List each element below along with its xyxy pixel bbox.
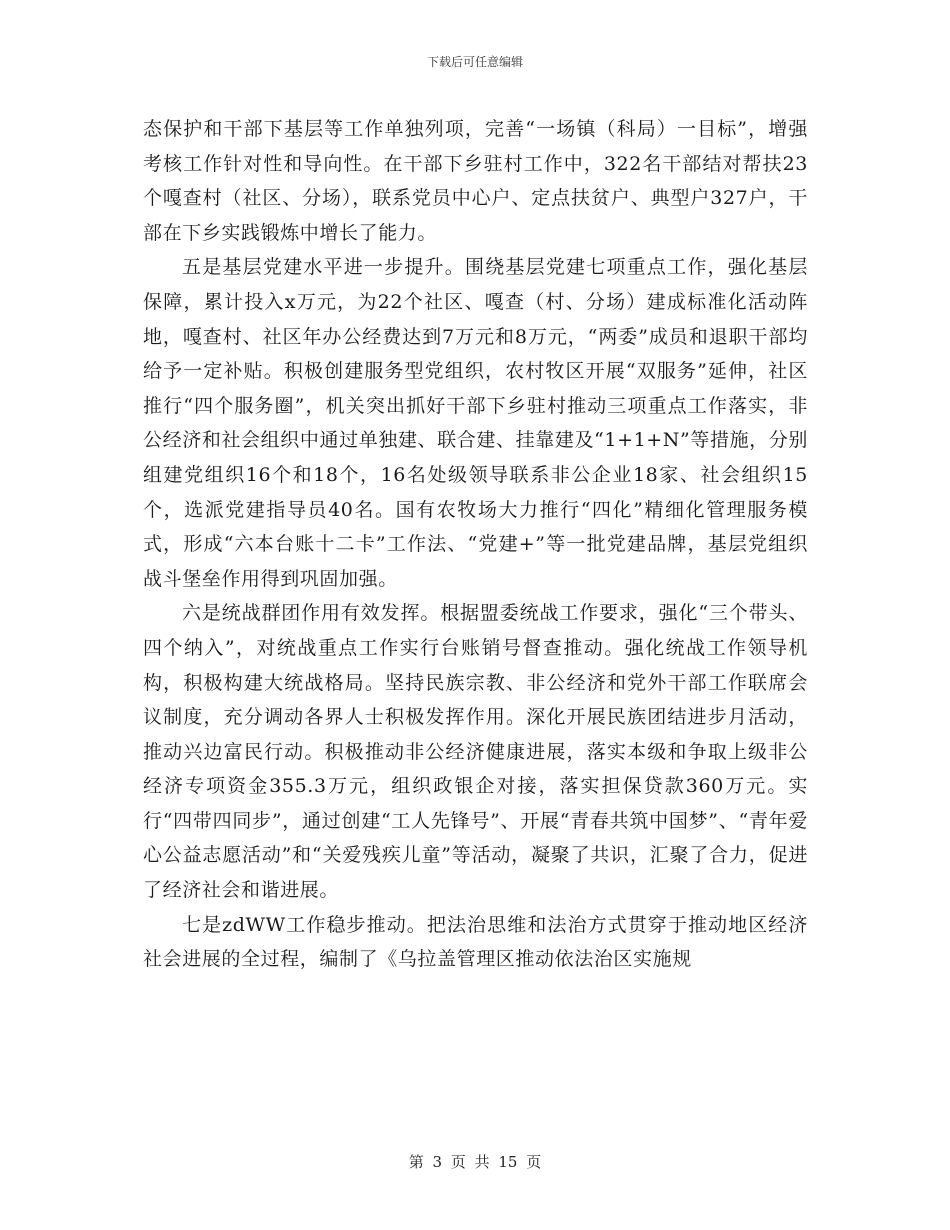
body-text — [143, 112, 808, 977]
page-header: 下载后可任意编辑 — [426, 55, 523, 69]
paragraph-rule-of-law: 七是zdWW工作稳步推动。把法治思维和法治方式贯穿于推动地区经济社会进展的全过程，编制了《乌拉盖管理区推动依法治区实施规 — [143, 913, 808, 971]
page-footer: 第 3 页 共 15 页 — [408, 1153, 542, 1171]
paragraph-party-building: 五是基层党建水平进一步提升。围绕基层党建七项重点工作，强化基层保障，累计投入x万元，为22个社区、嘎查（村、分场）建成标准化活动阵地，嘎查村、社区年办公经费达到7万元和8万元，“两委”成员和退职干部均给予一定补贴。积极创建服务型党组织，农村牧区开展“双服务”延伸，社区推行“四个服务圈”，机关突出抓好干部下乡驻村推动三项重点工作落实，非公经济和社会组织中通过单独建、联合建、挂靠建及“1+1+N”等措施，分别组建党组织16个和18个，16名处级领导联系非公企业18家、社会组织15个，选派党建指导员40名。国有农牧场大力推行“四化”精细化管理服务模式，形成“六本台账十二卡”工作法、“党建+”等一批党建品牌，基层党组织战斗堡垒作用得到巩固加强。 — [143, 256, 808, 590]
paragraph-continuation: 态保护和干部下基层等工作单独列项，完善“一场镇（科局）一目标”，增强考核工作针对性和导向性。在干部下乡驻村工作中，322名干部结对帮扶23个嘎查村（社区、分场），联系党员中心户、定点扶贫户、典型户327户，干部在下乡实践锻炼中增长了能力。 — [143, 118, 808, 244]
paragraph-united-front: 六是统战群团作用有效发挥。根据盟委统战工作要求，强化“三个带头、四个纳入”，对统战重点工作实行台账销号督查推动。强化统战工作领导机构，积极构建大统战格局。坚持民族宗教、非公经济和党外干部工作联席会议制度，充分调动各界人士积极发挥作用。深化开展民族团结进步月活动，推动兴边富民行动。积极推动非公经济健康进展，落实本级和争取上级非公经济专项资金355.3万元，组织政银企对接，落实担保贷款360万元。实行“四带四同步”，通过创建“工人先锋号”、开展“青春共筑中国梦”、“青年爱心公益志愿活动”和“关爱残疾儿童”等活动，凝聚了共识，汇聚了合力，促进了经济社会和谐进展。 — [143, 602, 808, 902]
